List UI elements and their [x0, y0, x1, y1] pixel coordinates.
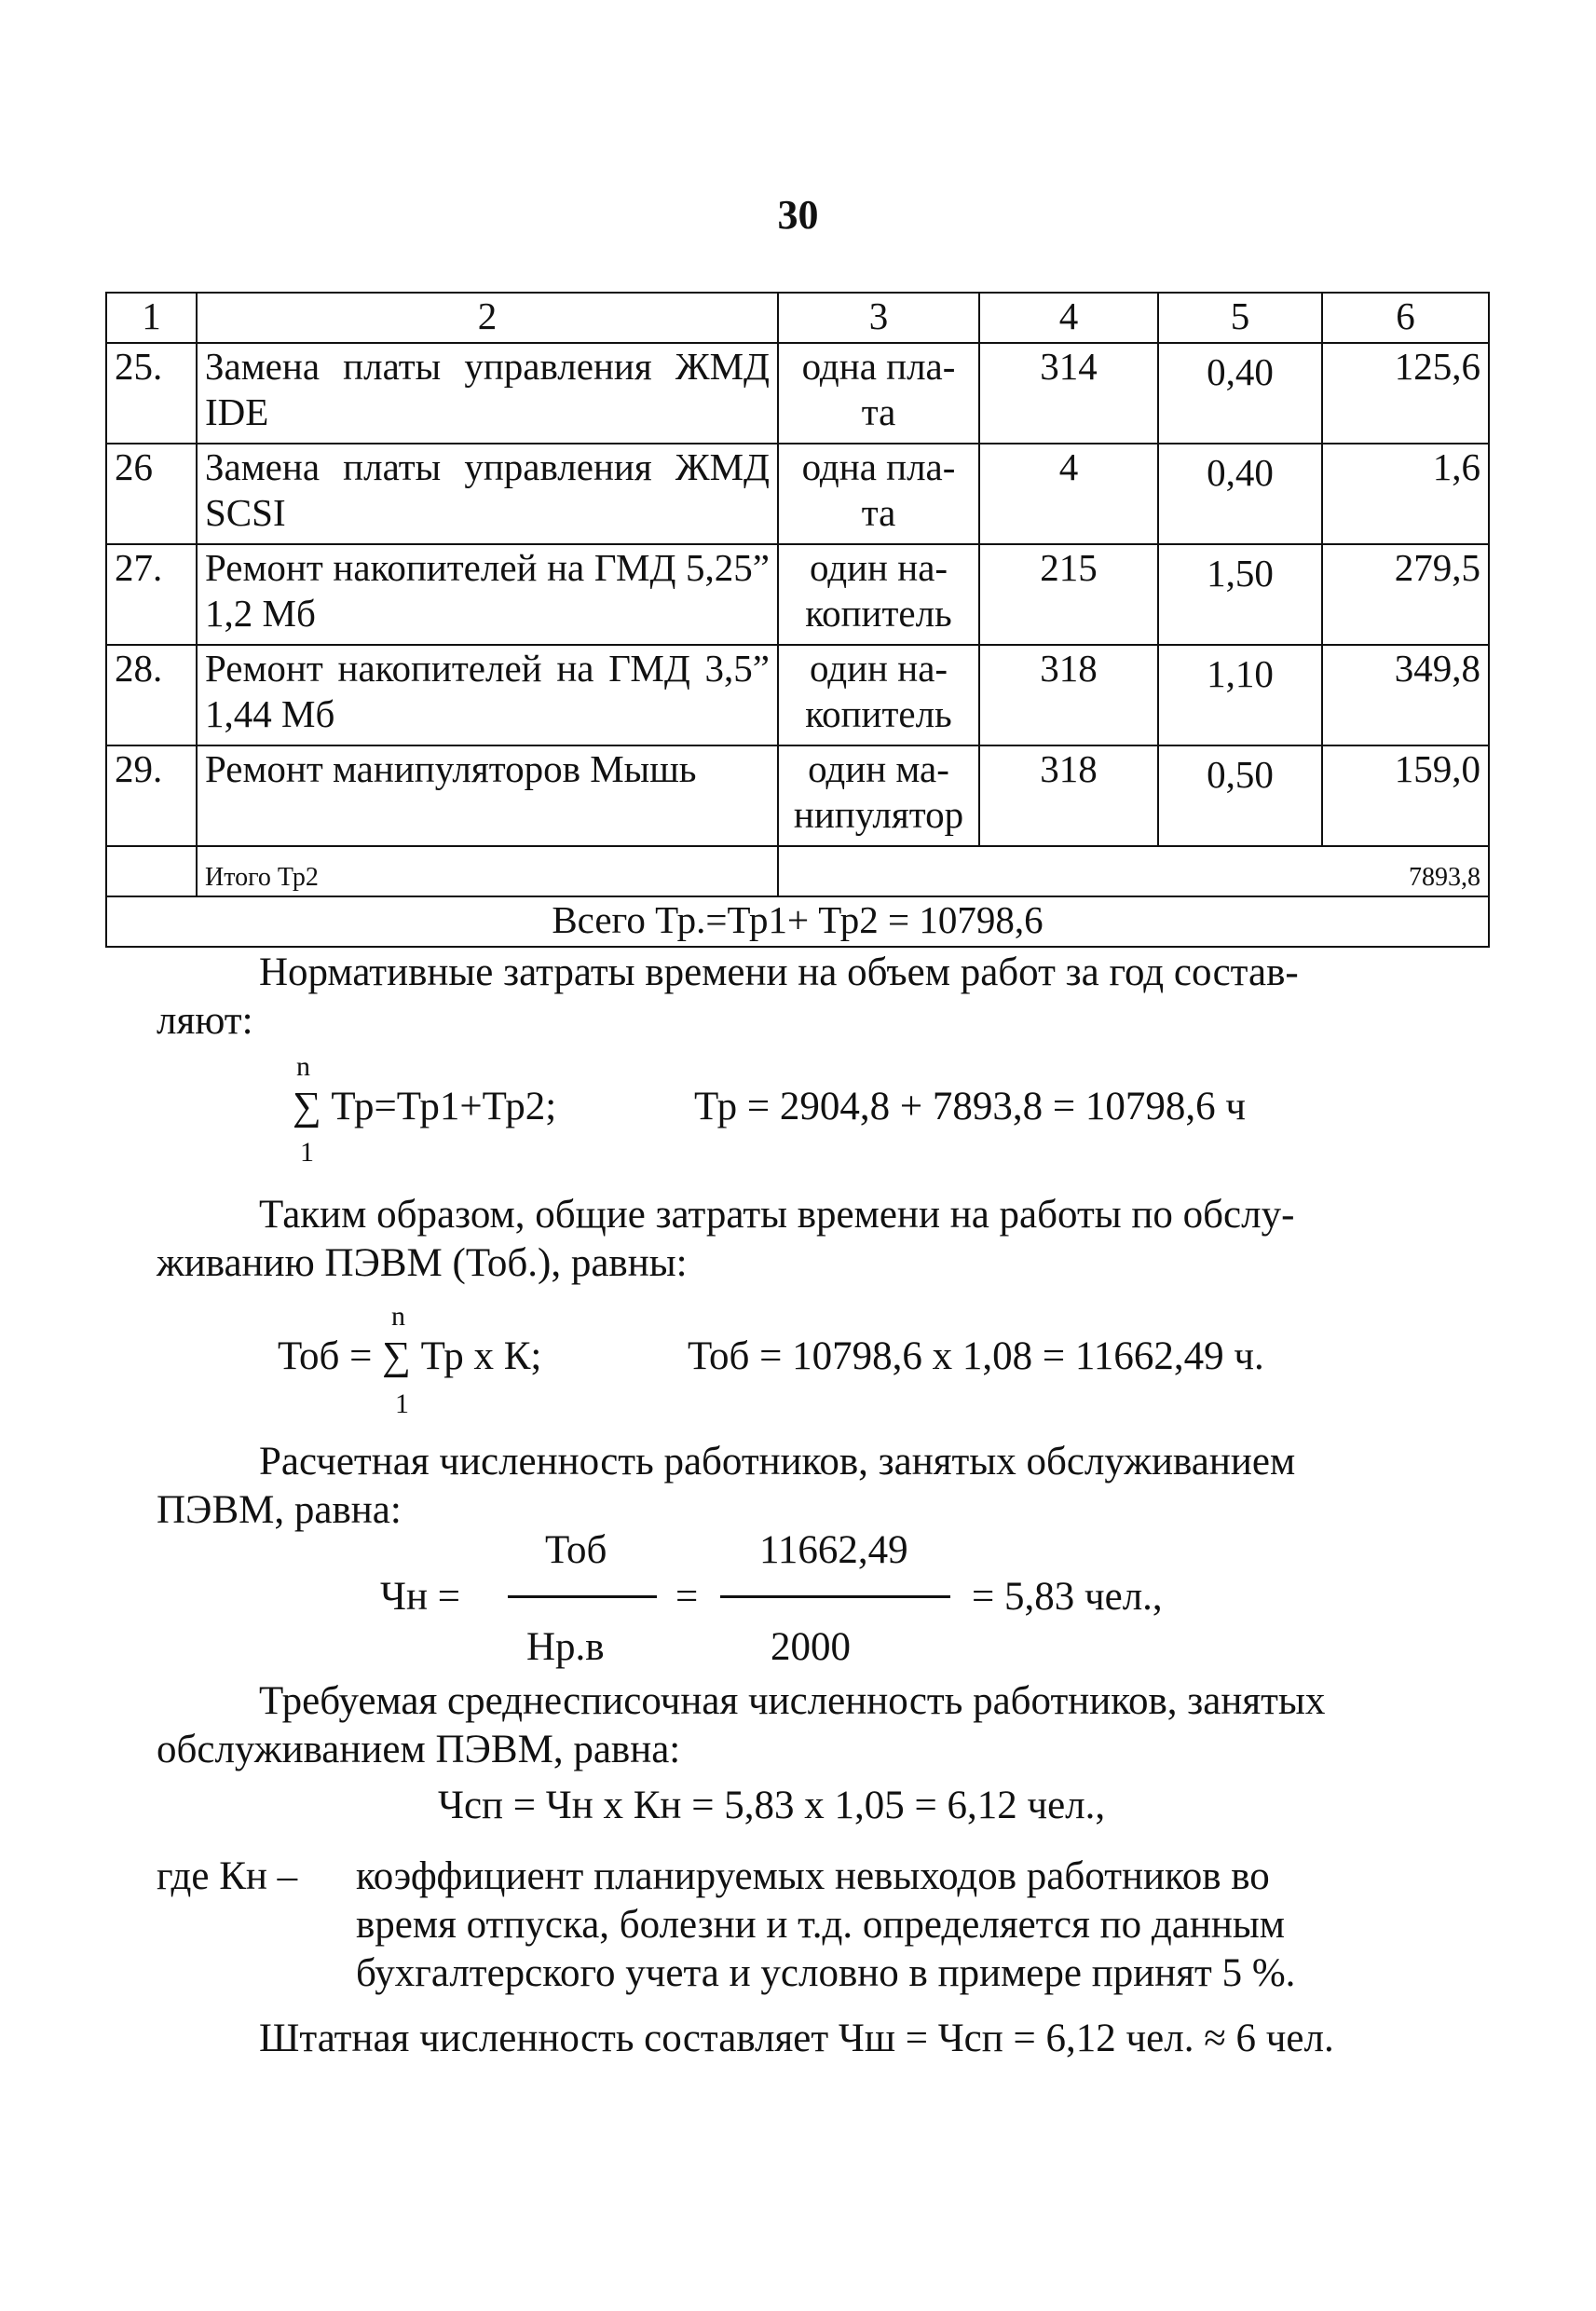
quantity: 215 [979, 544, 1158, 645]
time-norm: 0,50 [1158, 745, 1322, 846]
fraction-bar [508, 1595, 657, 1598]
grand-total-row [106, 896, 1489, 947]
table-row [106, 444, 1489, 544]
formula-sum: ∑ Тр=Тр1+Тр2; [293, 1085, 557, 1128]
table-row [106, 745, 1489, 846]
final-statement: Штатная численность составляет Чш = Чсп = 6,12 чел. ≈ 6 чел. [259, 2017, 1334, 2060]
quantity: 318 [979, 645, 1158, 745]
unit: один на-копитель [778, 645, 979, 745]
formula-average-headcount: Чсп = Чн х Кн = 5,83 х 1,05 = 6,12 чел., [438, 1784, 1106, 1827]
paragraph-line: обслуживанием ПЭВМ, равна: [157, 1728, 681, 1771]
header-cell: 5 [1158, 293, 1322, 343]
subtotal-value: 7893,8 [778, 854, 1489, 904]
work-name: Замена платы управления ЖМД SCSI [197, 444, 778, 544]
row-number: 26 [106, 444, 197, 544]
formula-result: Тоб = 10798,6 х 1,08 = 11662,49 ч. [688, 1334, 1264, 1378]
row-total: 1,6 [1322, 444, 1489, 544]
work-name: Ремонт накопителей на ГМД 3,5” 1,44 Мб [197, 645, 778, 745]
paragraph-line: Требуемая среднесписочная численность работников, занятых [259, 1679, 1326, 1723]
sum-lower-limit: 1 [395, 1388, 409, 1419]
header-cell: 1 [106, 293, 197, 343]
fraction-numerator: 11662,49 [759, 1528, 908, 1572]
formula-equals: = [675, 1575, 699, 1619]
work-name: Ремонт манипуляторов Мышь [197, 745, 778, 846]
empty-cell [106, 854, 197, 904]
row-number: 25. [106, 343, 197, 444]
paragraph-line: ляют: [157, 999, 253, 1043]
row-total: 159,0 [1322, 745, 1489, 846]
work-name: Ремонт накопителей на ГМД 5,25” 1,2 Мб [197, 544, 778, 645]
paragraph-line: Таким образом, общие затраты времени на работы по обслу- [259, 1193, 1295, 1237]
time-norm: 1,10 [1158, 645, 1322, 745]
formula-result: = 5,83 чел., [972, 1575, 1163, 1619]
work-norms-table [105, 292, 1490, 948]
fraction-denominator: Нр.в [526, 1625, 605, 1669]
work-name: Замена платы управления ЖМД IDE [197, 343, 778, 444]
subtotal-row [106, 854, 1489, 904]
unit: один на-копитель [778, 544, 979, 645]
formula-lhs: Чн = [380, 1575, 460, 1619]
header-cell: 3 [778, 293, 979, 343]
table-row [106, 645, 1489, 745]
time-norm: 0,40 [1158, 343, 1322, 444]
unit: одна пла-та [778, 343, 979, 444]
time-norm: 1,50 [1158, 544, 1322, 645]
unit: одна пла-та [778, 444, 979, 544]
header-cell: 6 [1322, 293, 1489, 343]
sum-lower-limit: 1 [300, 1137, 314, 1168]
quantity: 314 [979, 343, 1158, 444]
paragraph-line: Расчетная численность работников, занятых обслуживанием [259, 1440, 1296, 1484]
quantity: 4 [979, 444, 1158, 544]
fraction-bar [720, 1595, 950, 1598]
grand-total: Всего Тр.=Тр1+ Тр2 = 10798,6 [106, 896, 1489, 947]
formula-sum: Тоб = ∑ Тр х К; [278, 1334, 542, 1378]
formula-result: Тр = 2904,8 + 7893,8 = 10798,6 ч [694, 1085, 1247, 1128]
where-line: время отпуска, болезни и т.д. определяется по данным [356, 1903, 1285, 1947]
row-total: 349,8 [1322, 645, 1489, 745]
table-header-row [106, 293, 1489, 343]
row-number: 29. [106, 745, 197, 846]
sum-upper-limit: n [296, 1051, 310, 1082]
where-line: бухгалтерского учета и условно в примере принят 5 %. [356, 1951, 1296, 1995]
where-line: коэффициент планируемых невыходов работников во [356, 1854, 1270, 1898]
paragraph-line: живанию ПЭВМ (Тоб.), равны: [157, 1241, 688, 1285]
row-number: 28. [106, 645, 197, 745]
table-row [106, 343, 1489, 444]
fraction-denominator: 2000 [771, 1625, 851, 1669]
quantity: 318 [979, 745, 1158, 846]
table-row [106, 544, 1489, 645]
page-number: 30 [777, 192, 819, 238]
fraction-numerator: Тоб [545, 1528, 607, 1572]
paragraph-line: ПЭВМ, равна: [157, 1488, 402, 1532]
row-total: 125,6 [1322, 343, 1489, 444]
where-label: где Кн – [157, 1854, 298, 1898]
subtotal-label: Итого Тр2 [197, 854, 778, 904]
row-number: 27. [106, 544, 197, 645]
sum-upper-limit: n [391, 1301, 405, 1332]
row-total: 279,5 [1322, 544, 1489, 645]
time-norm: 0,40 [1158, 444, 1322, 544]
unit: один ма-нипулятор [778, 745, 979, 846]
paragraph-line: Нормативные затраты времени на объем работ за год состав- [259, 950, 1299, 994]
header-cell: 4 [979, 293, 1158, 343]
header-cell: 2 [197, 293, 778, 343]
